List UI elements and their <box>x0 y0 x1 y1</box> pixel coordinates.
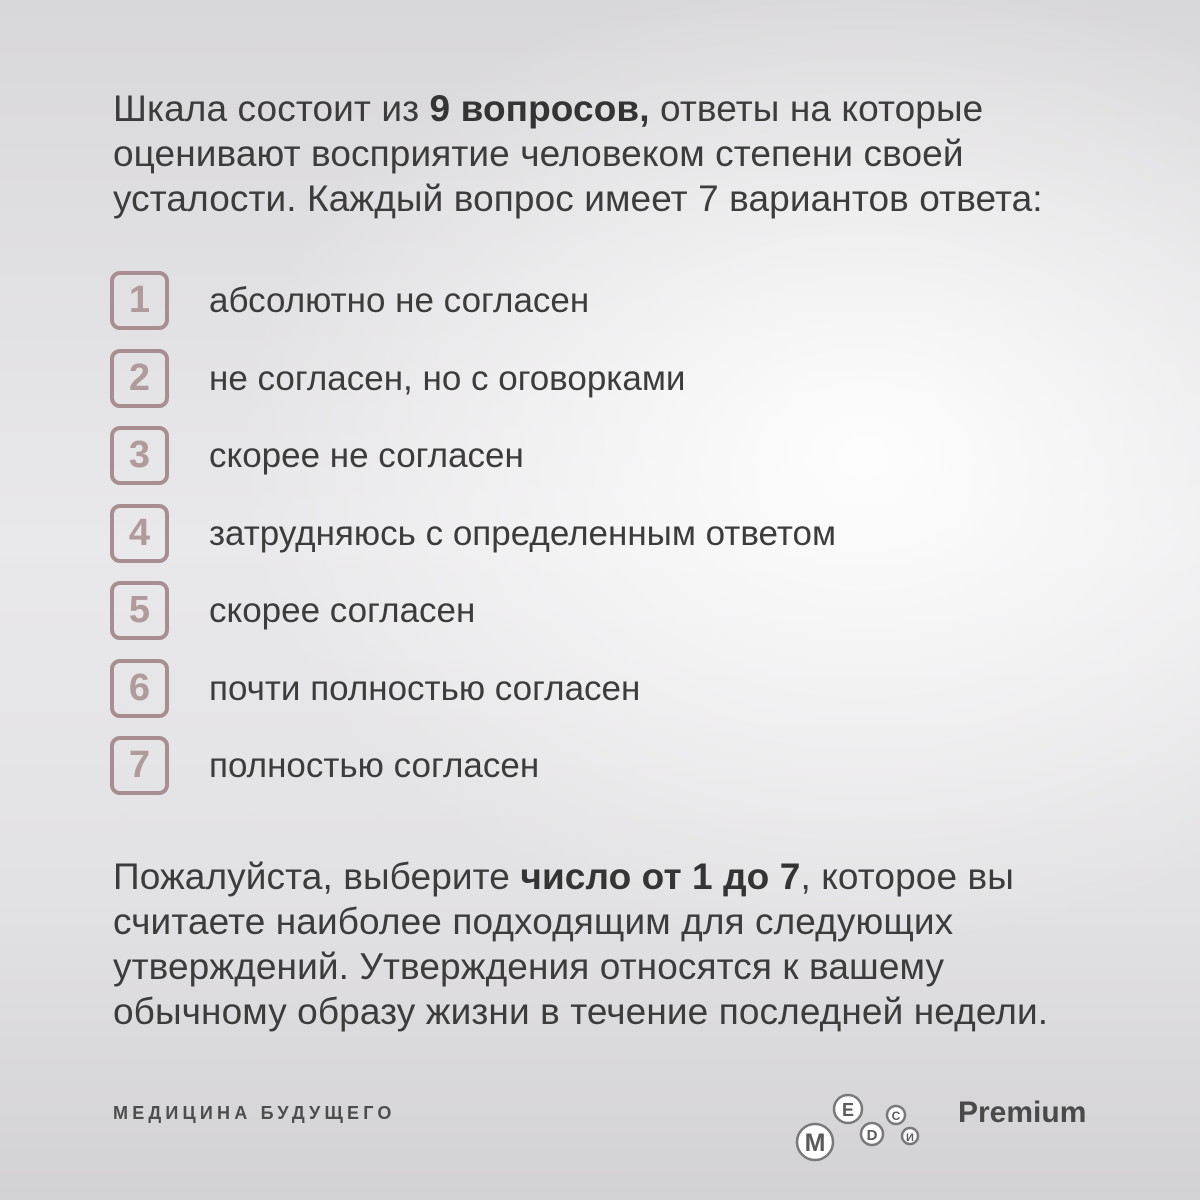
intro-highlight: 9 вопросов, <box>429 88 650 129</box>
option-number-box: 5 <box>110 581 169 640</box>
option-label: почти полностью согласен <box>209 668 641 708</box>
option-number-box: 6 <box>110 659 169 718</box>
logo-letter-m: М <box>804 1129 826 1157</box>
instruction-paragraph <box>113 854 1113 1034</box>
intro-paragraph <box>113 86 1113 221</box>
option-number-box: 4 <box>110 504 169 563</box>
option-label: полностью согласен <box>209 746 540 785</box>
premium-label: Premium <box>958 1096 1087 1129</box>
logo-letter-e: Е <box>841 1100 855 1120</box>
option-number-box: 2 <box>110 349 169 408</box>
instruction-text-start: Пожалуйста, выберите <box>113 856 521 897</box>
logo-letter-d: D <box>866 1127 878 1144</box>
option-number-box: 7 <box>110 736 169 795</box>
medsi-logo <box>790 1085 930 1165</box>
option-label: не согласен, но с оговорками <box>209 358 686 398</box>
option-number-box: 1 <box>110 271 169 330</box>
option-label: скорее согласен <box>209 591 476 630</box>
option-label: скорее не согласен <box>209 436 524 475</box>
intro-text-end: ответы на которые оценивают восприятие человеком степени своей усталости. Каждый вопрос имеет 7 вариантов ответа: <box>113 88 1043 219</box>
option-label: абсолютно не согласен <box>209 281 590 320</box>
logo-letter-s: С <box>891 1109 901 1123</box>
option-label: затрудняюсь с определенным ответом <box>209 513 837 553</box>
brand-tagline: МЕДИЦИНА БУДУЩЕГО <box>113 1103 396 1123</box>
instruction-highlight: число от 1 до 7 <box>520 856 801 897</box>
instruction-text-end: , которое вы считаете наиболее подходящим для следующих утверждений. Утверждения относятся к вашему обычному образу жизни в течение последней недели. <box>113 856 1049 1032</box>
logo-letter-i: И <box>906 1132 914 1144</box>
intro-text-start: Шкала состоит из <box>113 88 430 129</box>
option-number-box: 3 <box>110 426 169 485</box>
